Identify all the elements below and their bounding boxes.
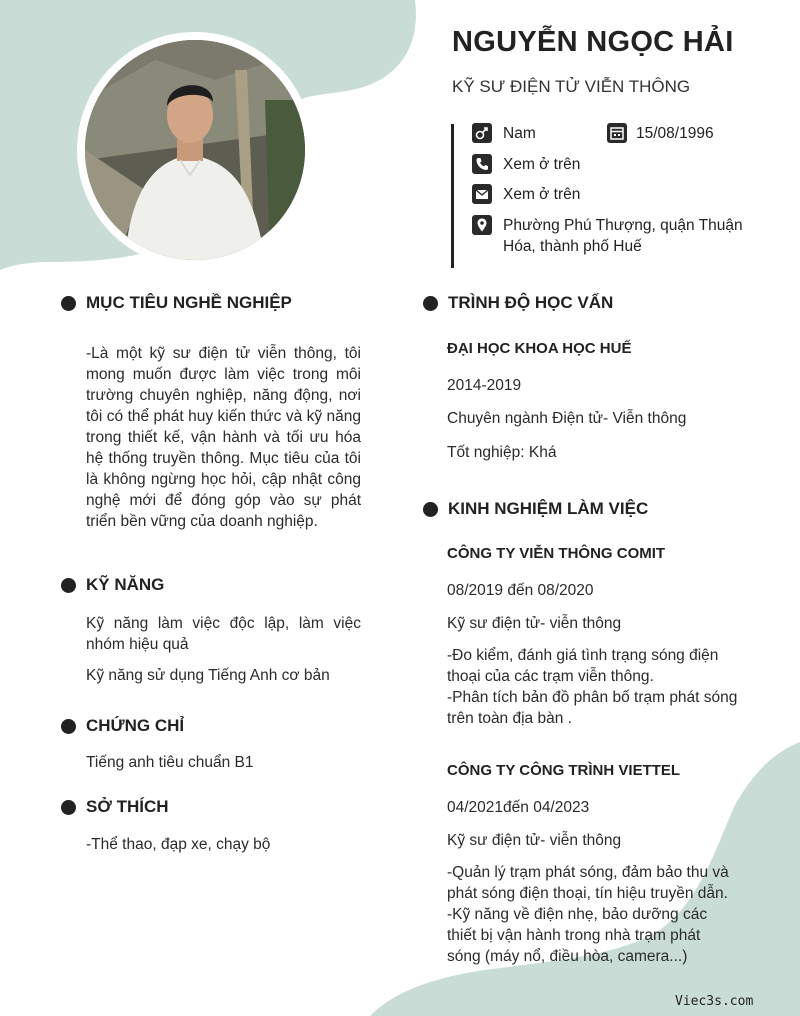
bullet-dot xyxy=(423,296,438,311)
location-icon xyxy=(472,215,492,235)
bullet-dot xyxy=(61,296,76,311)
job-duty: -Phân tích bản đồ phân bố trạm phát sóng trên toàn địa bàn . xyxy=(447,689,738,727)
education-grade: Tốt nghiệp: Khá xyxy=(447,444,557,461)
education-years: 2014-2019 xyxy=(447,377,522,394)
job-company: CÔNG TY CÔNG TRÌNH VIETTEL xyxy=(447,762,681,779)
contact-email: Xem ở trên xyxy=(472,184,580,205)
email-icon xyxy=(472,184,492,204)
contact-address: Phường Phú Thượng, quận Thuận Hóa, thành phố Huế xyxy=(472,215,743,257)
section-skills: KỸ NĂNG xyxy=(61,575,164,595)
section-hobbies: SỞ THÍCH xyxy=(61,797,169,817)
contact-birthday: 15/08/1996 xyxy=(607,123,714,144)
objective-text: -Là một kỹ sư điện tử viễn thông, tôi mong muốn được làm việc trong môi trường chuyên nghiệp, năng động, nơi tôi có thể phát huy kiến thức và kỹ năng trong thiết kế, vận hành và tối ưu hóa hệ thống truyền thông. Mục tiêu của tôi là không ngừng học hỏi, cập nhật công nghệ mới để đóng góp vào sự phát triển bền vững của doanh nghiệp. xyxy=(86,345,361,530)
certificate-item: Tiếng anh tiêu chuẩn B1 xyxy=(86,754,254,771)
section-education: TRÌNH ĐỘ HỌC VẤN xyxy=(423,293,613,313)
job-position: Kỹ sư điện tử- viễn thông xyxy=(447,615,622,632)
candidate-name: NGUYỄN NGỌC HẢI xyxy=(452,26,734,58)
bullet-dot xyxy=(61,719,76,734)
section-objective: MỤC TIÊU NGHỀ NGHIỆP xyxy=(61,293,292,313)
job-duty: -Đo kiểm, đánh giá tình trạng sóng điện thoại của các trạm viễn thông. xyxy=(447,647,719,685)
bullet-dot xyxy=(423,502,438,517)
job-position: Kỹ sư điện tử- viễn thông xyxy=(447,832,622,849)
contact-phone: Xem ở trên xyxy=(472,154,580,175)
section-experience: KINH NGHIỆM LÀM VIỆC xyxy=(423,499,648,519)
gender-icon xyxy=(472,123,492,143)
section-certificates: CHỨNG CHỈ xyxy=(61,716,184,736)
bullet-dot xyxy=(61,578,76,593)
job-company: CÔNG TY VIỄN THÔNG COMIT xyxy=(447,545,666,562)
skill-item: Kỹ năng sử dụng Tiếng Anh cơ bản xyxy=(86,667,330,684)
contact-gender: Nam xyxy=(472,123,536,144)
job-duty: -Kỹ năng về điện nhẹ, bảo dưỡng các thiết bị vận hành trong nhà trạm phát sóng (máy nổ, điều hòa, camera...) xyxy=(447,906,708,965)
job-period: 08/2019 đến 08/2020 xyxy=(447,582,594,599)
bullet-dot xyxy=(61,800,76,815)
contact-divider xyxy=(451,124,454,268)
job-period: 04/2021đến 04/2023 xyxy=(447,799,590,816)
education-major: Chuyên ngành Điện tử- Viễn thông xyxy=(447,410,687,427)
education-school: ĐẠI HỌC KHOA HỌC HUẾ xyxy=(447,340,632,357)
skill-item: Kỹ năng làm việc độc lập, làm việc nhóm hiệu quả xyxy=(86,615,361,653)
hobby-item: -Thể thao, đạp xe, chạy bộ xyxy=(86,836,271,853)
candidate-role: KỸ SƯ ĐIỆN TỬ VIỄN THÔNG xyxy=(452,77,691,96)
calendar-icon xyxy=(607,123,627,143)
phone-icon xyxy=(472,154,492,174)
job-duty: -Quản lý trạm phát sóng, đảm bảo thu và phát sóng điện thoại, tín hiệu truyền dẫn. xyxy=(447,864,729,902)
watermark: Viec3s.com xyxy=(675,994,754,1009)
avatar xyxy=(85,40,305,260)
